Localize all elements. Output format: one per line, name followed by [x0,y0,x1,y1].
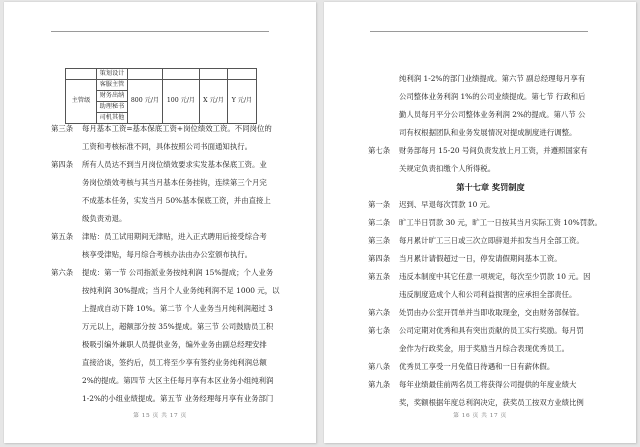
penalty-article-8 [368,358,593,376]
text-line: 纯利润 1-2%的部门业绩提成。第六节 副总经理每月享有 [399,74,586,83]
article-text [399,250,593,268]
article-number: 第六条 [51,268,74,277]
table-row [66,69,257,80]
text-line: 公司整体业务利润 1%的公司业绩提成。第七节 行政和后 [399,92,586,101]
text-line: 核享受津贴，每月综合考核办法由办公室颁布执行。 [82,250,252,259]
table-cell: 800 元/月 [128,80,163,124]
text-line: 级负责劝退。 [82,214,127,223]
table-cell-grade: 主管级 [66,80,97,124]
page-body [51,120,280,408]
text-line: 提成：第一节 公司指派业务按纯利润 15%提成；个人业务 [82,268,274,277]
text-line: 处罚由办公室开罚单并当即收取现金，交由财务部保管。 [399,308,584,317]
text-line: 司有权根据团队和业务发展情况对提成制度进行调整。 [399,128,577,137]
header-rule [370,31,588,32]
table-cell [128,69,163,80]
table-cell: X 元/月 [200,80,228,124]
text-line: 迟到、早退每次罚款 10 元。 [399,200,495,209]
penalty-article-3 [368,232,593,250]
penalty-article-9 [368,376,593,412]
penalty-article-4 [368,250,593,268]
text-line: 违反本制度中其它任意一项规定，每次至少罚款 10 元。因 [399,272,591,281]
table-cell: 100 元/月 [163,80,200,124]
article-number: 第一条 [368,200,391,209]
text-line: 1-2%的小组业绩提成。第五节 业务经理每月享有业务部门 [82,394,274,403]
table-cell [200,69,228,80]
chapter-heading: 第十七章 奖罚制度 [456,182,525,192]
article-text [399,232,593,250]
text-line: 每月累计旷工三日或三次立即辞退并扣发当月全部工资。 [399,236,584,245]
penalty-article-2 [368,214,602,232]
table-cell: 客服主管 [97,80,128,91]
article-5 [51,228,273,264]
text-line: 按纯利润 30%提成；当月个人业务纯利润不足 1000 元，以 [82,286,280,295]
article-number: 第七条 [368,146,391,155]
article-number: 第四条 [368,254,391,263]
article-text [82,156,273,228]
table-cell [66,69,97,80]
penalty-article-7 [368,322,593,358]
text-line: 优秀员工享受一月免值日待遇和一日有薪休假。 [399,362,555,371]
table-cell: 财务出纳 [97,91,128,102]
article-text [82,228,273,264]
text-line: 财务部每月 15-20 号间负责发放上月工资，并遵照国家有 [399,146,588,155]
penalty-article-6 [368,304,593,322]
page-footer: 第 15 页 共 17 页 [133,413,187,419]
text-line: 公司定期对优秀和具有突出贡献的员工实行奖励。每月罚 [399,326,584,335]
text-line: 务岗位绩效考核与其当月基本任务挂钩，连续第三个月完 [82,178,267,187]
article-3 [51,120,273,156]
header-rule [51,31,269,32]
text-line: 2%的提成。第四节 大区主任每月享有本区业务小组纯利润 [82,376,274,385]
text-line: 关规定负责扣缴个人所得税。 [399,164,496,173]
article-number: 第五条 [51,232,74,241]
continued-text [368,70,593,142]
table-cell [163,69,200,80]
text-line: 直接洽谈，签约后，员工将至少享有签约业务纯利润总额 [82,358,267,367]
article-text [82,120,273,156]
article-number: 第三条 [51,124,74,133]
table-row [66,80,257,91]
penalty-article-5 [368,268,593,304]
text-line: 上提成自动下降 10%。第二节 个人业务当月纯利润超过 3 [82,304,273,313]
text-line: 当月累计请假超过一日，停发请假期间基本工资。 [399,254,562,263]
article-text [399,142,593,178]
text-line: 每月基本工资=基本保底工资+岗位绩效工资。不同岗位的 [82,124,272,133]
salary-table [65,68,257,124]
article-number: 第二条 [368,218,391,227]
article-text [399,214,602,232]
article-number: 第五条 [368,272,391,281]
article-text [399,268,593,304]
article-4 [51,156,273,228]
table-cell: 助理秘书 [97,102,128,113]
article-6 [51,264,280,408]
text-line: 勤人员每月平分公司整体业务利润 2%的提成。第八节 公 [399,110,586,119]
text-line: 不成基本任务，实发当月 50%基本保底工资，并由直接上 [82,196,271,205]
article-7 [368,142,593,178]
text-line: 工资和考核标准不同，具体按照公司书面通知执行。 [82,142,252,151]
text-line: 所有人员达不到当月岗位绩效要求实发基本保底工资。业 [82,160,267,169]
article-text [399,196,593,214]
text-line: 万元以上，超额部分按 35%提成。第三节 公司鼓励员工积 [82,322,274,331]
table-cell: 司机其他 [97,113,128,124]
document-page-16 [324,2,636,443]
page-footer: 第 16 页 共 17 页 [453,413,507,419]
article-text [82,264,280,408]
document-page-15 [4,2,316,443]
page-body [368,70,602,412]
table-cell [228,69,257,80]
article-number: 第三条 [368,236,391,245]
text-line: 旷工半日罚款 30 元，旷工一日按其当月实际工资 10%罚款。 [399,218,602,227]
text-line: 违反制度造成个人和公司利益损害的应承担全部责任。 [399,290,577,299]
article-number: 第七条 [368,326,391,335]
text-line: 津贴：员工试用期间无津贴，进入正式聘用后接受综合考 [82,232,267,241]
article-text [399,358,593,376]
article-number: 第六条 [368,308,391,317]
article-text [399,304,593,322]
table-cell: Y 元/月 [228,80,257,124]
article-text [399,322,593,358]
table-cell: 策划设计 [97,69,128,80]
article-number: 第九条 [368,380,391,389]
penalty-article-1 [368,196,593,214]
article-number: 第八条 [368,362,391,371]
text-line: 金作为行政奖金，用于奖励当月综合表现优秀员工。 [399,344,569,353]
text-line: 极吸引编外兼职人员提供业务，编外业务由副总经理安排 [82,340,267,349]
article-number: 第四条 [51,160,74,169]
article-text [399,376,593,412]
text-line: 每年业绩最佳前两名员工将获得公司提供的年度业绩大 [399,380,577,389]
text-line: 奖，奖额根据年度总利润决定，获奖员工按双方业绩比例 [399,398,584,407]
